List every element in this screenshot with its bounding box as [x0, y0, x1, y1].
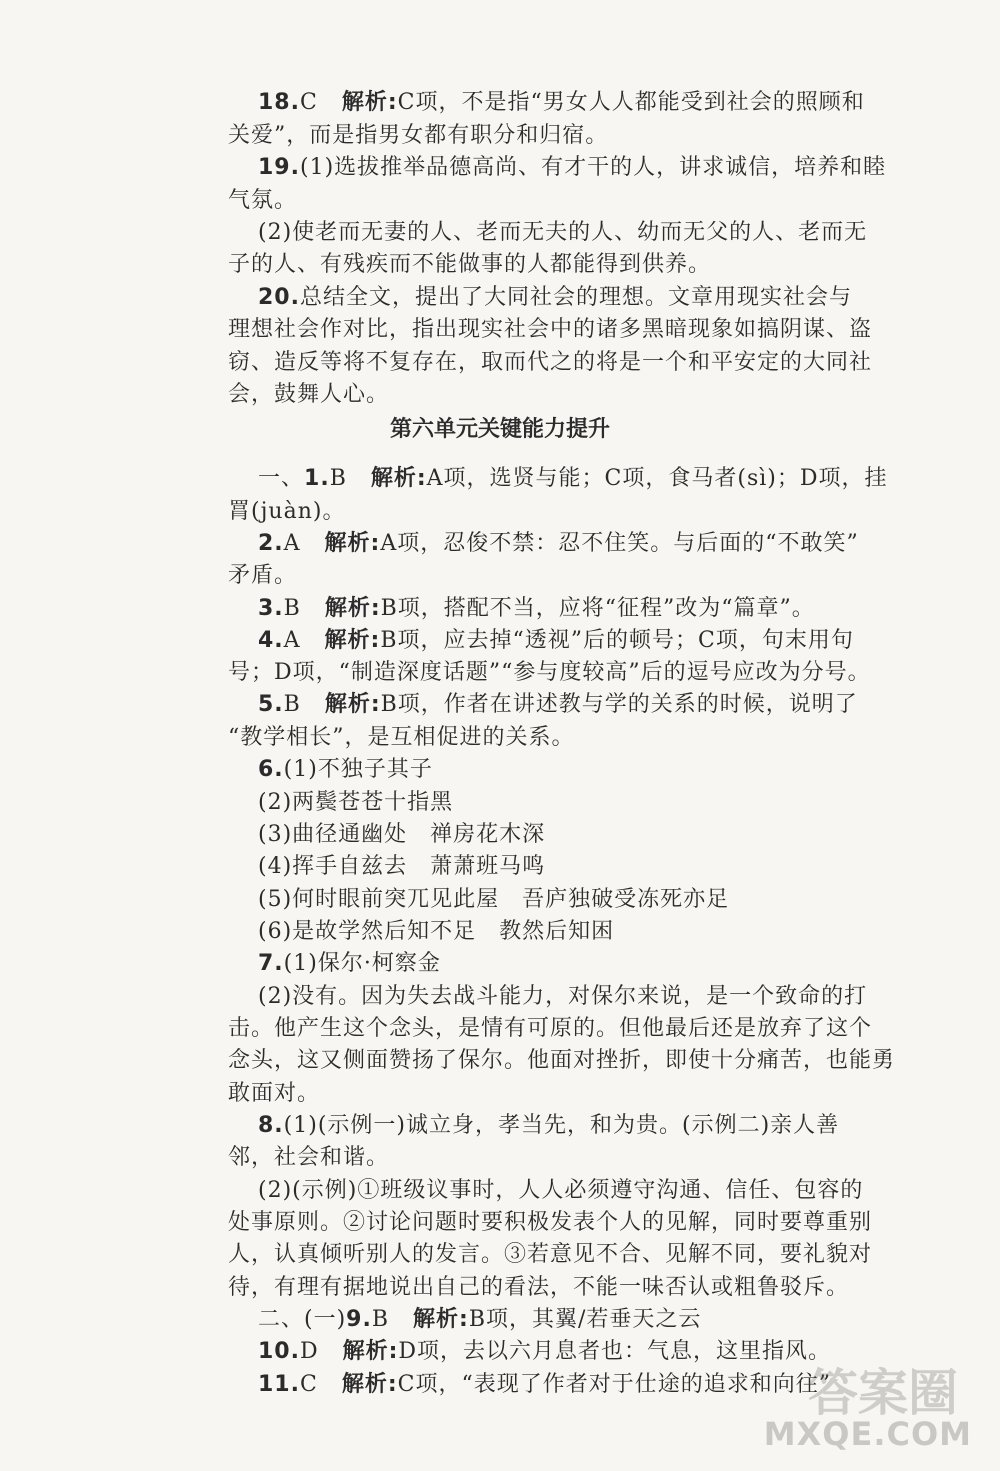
q20-line4: 会，鼓舞人心。: [228, 382, 390, 407]
u6-q6-item: (6)是故学然后知不足 教然后知困: [258, 919, 615, 944]
u6-q1-label: 解析:: [370, 466, 427, 491]
u6-q5-label: 解析:: [324, 692, 381, 717]
u6-q2-number: 2.: [258, 531, 284, 556]
u6-q7-part1: (1)保尔·柯察金: [283, 951, 441, 976]
q18-text: C项，不是指“男女人人都能受到社会的照顾和: [397, 90, 865, 115]
u6-q11-answer: C: [299, 1372, 318, 1397]
u6-q3-text: B项，搭配不当，应将“征程”改为“篇章”。: [380, 596, 815, 621]
u6-q4-text: B项，应去掉“透视”后的顿号；C项，句末用句: [380, 628, 854, 653]
u6-q4-number: 4.: [258, 628, 284, 653]
u6-part1-prefix: 一、: [258, 466, 305, 491]
u6-part2-prefix: 二、(一): [258, 1307, 347, 1332]
q19-line2: 气氛。: [228, 188, 298, 213]
u6-q7-number: 7.: [258, 951, 284, 976]
watermark-mark: 答案圈: [808, 1364, 958, 1422]
q19-line4: 子的人、有残疾而不能做事的人都能得到供养。: [228, 252, 712, 277]
q20-number: 20.: [258, 285, 300, 310]
q20-line2: 理想社会作对比，指出现实社会中的诸多黑暗现象如搞阴谋、盗: [228, 317, 873, 342]
u6-q8-line4: 处事原则。②讨论问题时要积极发表个人的见解，同时要尊重别: [228, 1210, 873, 1235]
u6-q8-line1: [258, 1111, 839, 1141]
u6-q9-text: B项，其翼/若垂天之云: [468, 1307, 702, 1332]
u6-q5-line1: [258, 690, 858, 720]
u6-q6-item: (1)不独子其子: [283, 757, 433, 782]
u6-q5-line2: “教学相长”，是互相促进的关系。: [228, 725, 575, 750]
u6-q9-number: 9.: [346, 1307, 372, 1332]
u6-q11-label: 解析:: [341, 1372, 398, 1397]
q19-line1: [258, 153, 886, 183]
u6-q7-line3: 击。他产生这个念头，是情有可原的。但他最后还是放弃了这个: [228, 1016, 873, 1041]
u6-q2-text: A项，忍俊不禁：忍不住笑。与后面的“不敢笑”: [380, 531, 859, 556]
u6-q5-number: 5.: [258, 692, 284, 717]
watermark-url: MXQE.COM: [763, 1415, 972, 1453]
u6-q7-line4: 念头，这又侧面赞扬了保尔。他面对挫折，即使十分痛苦，也能勇: [228, 1048, 896, 1073]
u6-q6-item: (3)曲径通幽处 禅房花木深: [258, 822, 546, 847]
u6-q11-text: C项，“表现了作者对于仕途的追求和向往”: [397, 1372, 831, 1397]
u6-q11-number: 11.: [258, 1372, 300, 1397]
u6-q8-part1: (1)(示例一)诚立身，孝当先，和为贵。(示例二)亲人善: [283, 1113, 840, 1138]
u6-q7-line2: (2)没有。因为失去战斗能力，对保尔来说，是一个致命的打: [258, 984, 868, 1009]
u6-q8-line2: 邻，社会和谐。: [228, 1145, 390, 1170]
q18-answer: C: [299, 90, 318, 115]
u6-q7-line5: 敢面对。: [228, 1081, 321, 1106]
u6-q6-number: 6.: [258, 757, 284, 782]
u6-q7-line1: [258, 949, 441, 979]
u6-q8-number: 8.: [258, 1113, 284, 1138]
u6-q10-text: D项，去以六月息者也：气息，这里指风。: [398, 1339, 832, 1364]
u6-q1-line1: [258, 464, 888, 494]
u6-q3-line1: [258, 594, 815, 624]
q18-line1: [258, 88, 865, 118]
u6-q10-number: 10.: [258, 1339, 300, 1364]
u6-q4-line1: [258, 626, 854, 656]
u6-q2-line1: [258, 529, 859, 559]
u6-q9-answer: B: [371, 1307, 390, 1332]
u6-q8-line3: (2)(示例)①班级议事时，人人必须遵守沟通、信任、包容的: [258, 1178, 864, 1203]
u6-q6-item: (5)何时眼前突兀见此屋 吾庐独破受冻死亦足: [258, 887, 730, 912]
u6-q2-line2: 矛盾。: [228, 563, 298, 588]
u6-q8-line6: 待，有理有据地说出自己的看法，不能一味否认或粗鲁驳斥。: [228, 1275, 850, 1300]
q19-line3: (2)使老而无妻的人、老而无夫的人、幼而无父的人、老而无: [258, 220, 868, 245]
q18-label: 解析:: [341, 90, 398, 115]
q18-number: 18.: [258, 90, 300, 115]
u6-q5-answer: B: [283, 692, 301, 717]
u6-q3-number: 3.: [258, 596, 284, 621]
u6-q2-answer: A: [283, 531, 301, 556]
u6-q10-label: 解析:: [342, 1339, 399, 1364]
u6-q10-answer: D: [299, 1339, 319, 1364]
u6-q1-number: 1.: [304, 466, 330, 491]
u6-q6-line1: [258, 755, 433, 785]
u6-q4-answer: A: [283, 628, 301, 653]
q19-number: 19.: [258, 155, 300, 180]
u6-q9-line1: [258, 1305, 701, 1335]
u6-q4-line2: 号；D项，“制造深度话题”“参与度较高”后的逗号应改为分号。: [228, 660, 871, 685]
u6-q5-text: B项，作者在讲述教与学的关系的时候，说明了: [380, 692, 858, 717]
u6-q1-answer: B: [329, 466, 347, 491]
q20-text: 总结全文，提出了大同社会的理想。文章用现实社会与: [299, 285, 852, 310]
u6-q2-label: 解析:: [324, 531, 381, 556]
u6-q1-line2: 罥(juàn)。: [228, 499, 346, 524]
section-title: 第六单元关键能力提升: [389, 417, 610, 442]
u6-q3-label: 解析:: [324, 596, 381, 621]
u6-q9-label: 解析:: [413, 1307, 469, 1332]
u6-q6-item: (4)挥手自兹去 萧萧班马鸣: [258, 854, 546, 879]
u6-q6-item: (2)两鬓苍苍十指黑: [258, 790, 454, 815]
q20-line3: 窃、造反等将不复存在，取而代之的将是一个和平安定的大同社: [228, 350, 873, 375]
q20-line1: [258, 283, 852, 313]
watermark-logo: [722, 1353, 972, 1453]
u6-q3-answer: B: [283, 596, 301, 621]
u6-q4-label: 解析:: [324, 628, 381, 653]
u6-q8-line5: 人，认真倾听别人的发言。③若意见不合、见解不同，要礼貌对: [228, 1242, 873, 1267]
q19-part1: (1)选拔推举品德高尚、有才干的人，讲求诚信，培养和睦: [299, 155, 887, 180]
u6-q1-text: A项，选贤与能；C项，食马者(sì)；D项，挂: [426, 466, 888, 491]
q18-line2: 关爱”，而是指男女都有职分和归宿。: [228, 123, 609, 148]
